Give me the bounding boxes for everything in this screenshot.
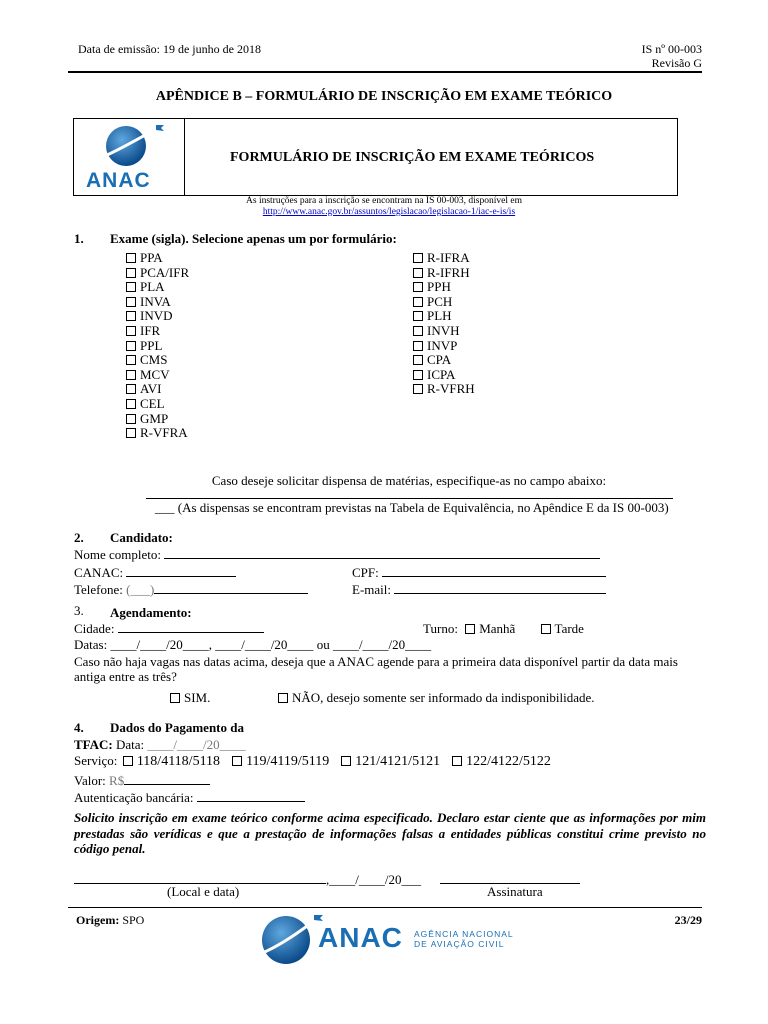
origin-label: Origem: <box>76 913 120 927</box>
auth-row <box>74 790 305 806</box>
service-label-option: 118/4118/5118 <box>136 754 221 769</box>
section3-number: 3. <box>74 603 84 618</box>
service-checkbox[interactable] <box>341 756 351 766</box>
cpf-input[interactable] <box>382 565 606 577</box>
instructions-link[interactable]: http://www.anac.gov.br/assuntos/legislacao/legislacao-1/iac-e-is/is <box>262 207 516 217</box>
exam-list-col1 <box>126 251 189 441</box>
exam-option <box>413 339 475 354</box>
exam-checkbox[interactable] <box>126 326 136 336</box>
canac-input[interactable] <box>126 565 236 577</box>
exam-checkbox[interactable] <box>413 253 423 263</box>
form-header-box <box>73 118 678 196</box>
dates-row <box>74 637 431 653</box>
footer-globe-icon <box>258 910 326 968</box>
exam-checkbox[interactable] <box>126 253 136 263</box>
service-label-option: 122/4122/5122 <box>466 754 551 769</box>
exam-checkbox[interactable] <box>126 384 136 394</box>
exam-checkbox[interactable] <box>126 428 136 438</box>
exam-option <box>126 295 189 310</box>
shift-morning-label: Manhã <box>479 621 516 636</box>
exam-option <box>126 382 189 397</box>
no-label: NÃO, desejo somente ser informado da indisponibilidade. <box>292 690 595 705</box>
agency-name <box>414 929 514 949</box>
exam-checkbox[interactable] <box>126 355 136 365</box>
exam-label: R-VFRA <box>140 425 188 441</box>
dates-or: ou <box>316 637 330 652</box>
page-number: 23/29 <box>674 913 702 927</box>
email-label: E-mail: <box>352 582 391 597</box>
dispensa-note-line <box>155 500 669 516</box>
exam-label: PPH <box>427 279 451 295</box>
exam-option <box>413 251 475 266</box>
exam-option <box>413 324 475 339</box>
exam-option <box>126 251 189 266</box>
shift-label: Turno: <box>423 621 458 636</box>
phone-row <box>74 582 308 598</box>
dispensa-prefix: ___ <box>155 500 175 515</box>
section2-number: 2. <box>74 530 84 545</box>
exam-option <box>126 324 189 339</box>
service-checkbox[interactable] <box>232 756 242 766</box>
exam-checkbox[interactable] <box>126 297 136 307</box>
exam-label: PLA <box>140 279 165 295</box>
date-3-input[interactable]: ____/____/20____ <box>332 637 432 652</box>
exam-label: PPL <box>140 337 163 353</box>
exam-checkbox[interactable] <box>413 268 423 278</box>
exam-checkbox[interactable] <box>126 414 136 424</box>
city-label: Cidade: <box>74 621 115 636</box>
service-label-option: 119/4119/5119 <box>246 754 330 769</box>
service-checkbox[interactable] <box>452 756 462 766</box>
logo-separator <box>184 119 185 195</box>
cpf-label: CPF: <box>352 565 379 580</box>
exam-list-col2 <box>413 251 475 397</box>
yes-option <box>170 690 210 706</box>
exam-checkbox[interactable] <box>126 370 136 380</box>
exam-label: INVA <box>140 293 171 309</box>
dispensa-note: (As dispensas se encontram previstas na Tabela de Equivalência, no Apêndice E da IS 00-003) <box>177 500 669 515</box>
section1-title: Exame (sigla). Selecione apenas um por formulário: <box>110 231 397 246</box>
phone-input[interactable] <box>154 582 308 594</box>
payment-date-label: Data: <box>116 737 145 752</box>
tfac-label: TFAC: <box>74 737 113 752</box>
exam-checkbox[interactable] <box>413 297 423 307</box>
agency-line1: AGÊNCIA NACIONAL <box>414 929 514 939</box>
signature-input[interactable] <box>440 872 580 884</box>
exam-label: GMP <box>140 410 169 426</box>
exam-option <box>413 368 475 383</box>
email-row <box>352 582 606 598</box>
section4-title: Dados do Pagamento da <box>110 720 244 735</box>
yes-label: SIM. <box>184 690 211 705</box>
revision: Revisão G <box>651 56 702 70</box>
local-input[interactable] <box>74 872 326 884</box>
declaration-text: Solicito inscrição em exame teórico conforme acima especificado. Declaro estar ciente que as informações por mim prestadas são verídicas e que a prestação de informações falsas a entidades públicas constitui crime previsto no código penal. <box>74 810 706 856</box>
form-title: FORMULÁRIO DE INSCRIÇÃO EM EXAME TEÓRICOS <box>230 150 595 165</box>
exam-label: AVI <box>140 381 162 397</box>
service-checkbox[interactable] <box>123 756 133 766</box>
value-label: Valor: <box>74 773 106 788</box>
city-input[interactable] <box>118 621 264 633</box>
emission-date: Data de emissão: 19 de junho de 2018 <box>78 42 261 56</box>
exam-label: PPA <box>140 250 163 265</box>
dispensa-prompt: Caso deseje solicitar dispensa de matérias, especifique-as no campo abaixo: <box>211 473 607 488</box>
exam-checkbox[interactable] <box>413 341 423 351</box>
exam-option <box>413 280 475 295</box>
is-number: IS nº 00-003 <box>641 42 702 56</box>
signature-row <box>74 872 421 888</box>
name-input[interactable] <box>164 547 600 559</box>
exam-label: INVD <box>140 308 173 324</box>
agency-line2: DE AVIAÇÃO CIVIL <box>414 939 505 949</box>
exam-checkbox[interactable] <box>413 370 423 380</box>
exam-label: R-IFRH <box>427 264 470 280</box>
exam-checkbox[interactable] <box>413 311 423 321</box>
exam-label: CPA <box>427 352 452 368</box>
exam-option <box>126 426 189 441</box>
shift-morning-checkbox[interactable] <box>465 624 475 634</box>
exam-checkbox[interactable] <box>413 384 423 394</box>
exam-option <box>413 309 475 324</box>
footer-logo-text: ANAC <box>318 922 403 953</box>
shift-afternoon-checkbox[interactable] <box>541 624 551 634</box>
phone-area-code[interactable]: (___) <box>126 582 155 597</box>
exam-option <box>126 339 189 354</box>
value-row <box>74 773 210 789</box>
section2-title: Candidato: <box>110 530 173 545</box>
header-rule <box>68 71 702 73</box>
exam-option <box>413 266 475 281</box>
anac-logo-text: ANAC <box>86 169 151 192</box>
email-input[interactable] <box>394 582 606 594</box>
exam-option <box>126 412 189 427</box>
exam-option <box>126 266 189 281</box>
exam-option <box>126 368 189 383</box>
signature-label: Assinatura <box>487 884 543 899</box>
instructions-text: As instruções para a inscrição se encontram na IS 00-003, disponível em <box>246 196 522 206</box>
exam-checkbox[interactable] <box>413 355 423 365</box>
exam-label: INVH <box>427 322 460 338</box>
date-separator[interactable]: ,____/____/20___ <box>326 872 421 887</box>
value-input[interactable] <box>124 773 210 785</box>
exam-checkbox[interactable] <box>413 326 423 336</box>
exam-option <box>126 353 189 368</box>
footer-anac-logo <box>258 910 528 968</box>
footer-origin <box>76 913 144 928</box>
reschedule-question: Caso não haja vagas nas datas acima, deseja que a ANAC agende para a primeira data disponível partir da data mais antiga entre as três? <box>74 654 678 684</box>
phone-label: Telefone: <box>74 582 123 597</box>
exam-option <box>126 280 189 295</box>
exam-label: INVP <box>427 337 458 353</box>
section1-number: 1. <box>74 231 84 246</box>
payment-date-row <box>74 737 246 753</box>
exam-label: CMS <box>140 352 168 368</box>
exam-option <box>413 295 475 310</box>
dates-label: Datas: <box>74 637 108 652</box>
anac-logo <box>78 121 180 195</box>
section4-number: 4. <box>74 720 84 735</box>
canac-label: CANAC: <box>74 565 124 580</box>
exam-option <box>413 353 475 368</box>
name-row <box>74 547 600 563</box>
date-2-input[interactable]: ____/____/20____ <box>215 637 314 652</box>
yes-checkbox[interactable] <box>170 693 180 703</box>
exam-checkbox[interactable] <box>126 311 136 321</box>
place-date-label: (Local e data) <box>167 884 240 899</box>
service-label-option: 121/4121/5121 <box>355 754 441 769</box>
exam-label: R-VFRH <box>427 381 475 397</box>
canac-row <box>74 565 236 581</box>
auth-input[interactable] <box>197 790 305 802</box>
no-option <box>278 690 595 706</box>
exam-label: PCA/IFR <box>140 264 190 280</box>
exam-label: CEL <box>140 395 165 411</box>
exam-label: PCH <box>427 293 453 309</box>
value-prefix: R$ <box>109 773 125 788</box>
payment-date-input[interactable]: ____/____/20____ <box>147 737 246 752</box>
exam-checkbox[interactable] <box>126 268 136 278</box>
exam-checkbox[interactable] <box>126 341 136 351</box>
name-label: Nome completo: <box>74 547 162 562</box>
origin-value: SPO <box>122 913 145 927</box>
service-row <box>74 753 551 770</box>
exam-checkbox[interactable] <box>126 399 136 409</box>
exam-label: ICPA <box>427 366 456 382</box>
exam-label: IFR <box>140 322 161 338</box>
shift-row <box>423 621 584 637</box>
dispensa-input[interactable] <box>146 485 673 499</box>
exam-option <box>126 309 189 324</box>
cpf-row <box>352 565 606 581</box>
service-label: Serviço: <box>74 753 118 768</box>
exam-label: MCV <box>140 366 170 382</box>
exam-label: PLH <box>427 308 452 324</box>
exam-label: R-IFRA <box>427 250 470 265</box>
exam-checkbox[interactable] <box>126 282 136 292</box>
exam-option <box>413 382 475 397</box>
appendix-title: APÊNDICE B – FORMULÁRIO DE INSCRIÇÃO EM EXAME TEÓRICO <box>155 89 613 104</box>
date-1-input[interactable]: ____/____/20____, <box>110 637 212 652</box>
exam-option <box>126 397 189 412</box>
shift-afternoon-label: Tarde <box>554 621 584 636</box>
city-row <box>74 621 264 637</box>
exam-checkbox[interactable] <box>413 282 423 292</box>
footer-rule <box>68 907 702 908</box>
no-checkbox[interactable] <box>278 693 288 703</box>
section3-title: Agendamento: <box>110 605 192 620</box>
auth-label: Autenticação bancária: <box>74 790 194 805</box>
